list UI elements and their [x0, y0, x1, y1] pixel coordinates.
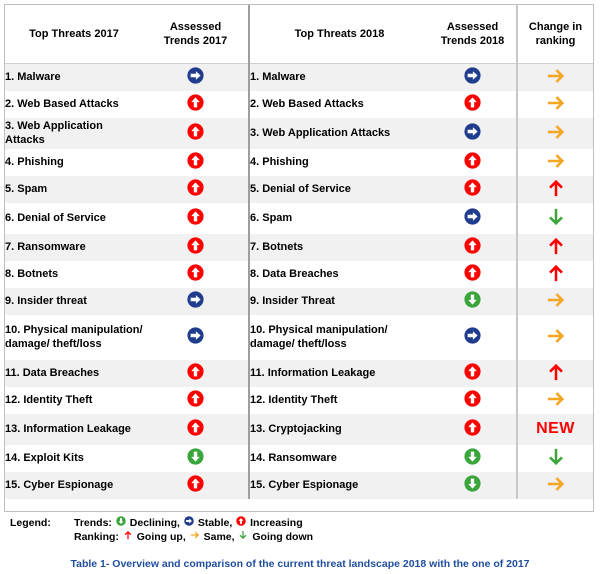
- trend-2018-cell: [429, 176, 517, 203]
- legend-stable: Stable,: [197, 517, 233, 529]
- stable-trend-icon: [464, 123, 481, 143]
- threat-2018: 14. Ransomware: [249, 445, 429, 472]
- trend-2017-cell: [143, 91, 249, 118]
- legend-going-down: Going down: [252, 531, 314, 543]
- threat-2017: 5. Spam: [5, 176, 143, 203]
- threat-2017: 11. Data Breaches: [5, 360, 143, 387]
- trend-2018-cell: [429, 261, 517, 288]
- threat-2017: 7. Ransomware: [5, 234, 143, 261]
- arrow-right-icon: [546, 290, 566, 313]
- increasing-trend-icon: [187, 390, 204, 410]
- threat-2018: 4. Phishing: [249, 149, 429, 176]
- threat-2017: 15. Cyber Espionage: [5, 472, 143, 499]
- threat-2018: 2. Web Based Attacks: [249, 91, 429, 118]
- change-in-ranking-cell: [517, 91, 593, 118]
- stable-trend-icon: [464, 327, 481, 347]
- arrow-right-icon: [190, 530, 200, 544]
- threat-2018: 13. Cryptojacking: [249, 414, 429, 445]
- trend-2017-cell: [143, 445, 249, 472]
- header-change-in-ranking: [517, 5, 593, 64]
- threat-2017: 14. Exploit Kits: [5, 452, 84, 464]
- increasing-trend-icon: [464, 264, 481, 284]
- increasing-trend-icon: [187, 152, 204, 172]
- threat-2017: 13. Information Leakage: [5, 414, 143, 445]
- threat-2017: 4. Phishing: [5, 156, 64, 168]
- threat-2017: 1. Malware: [5, 64, 143, 91]
- trend-2018-cell: [429, 315, 517, 360]
- arrow-up-icon: [123, 530, 133, 544]
- arrow-up-icon: [546, 236, 566, 259]
- table-row: [5, 176, 593, 203]
- declining-trend-icon: [464, 448, 481, 468]
- header-change-label: Change in ranking: [528, 21, 583, 47]
- new-badge: NEW: [536, 420, 575, 437]
- stable-trend-icon: [187, 67, 204, 87]
- change-in-ranking-cell: [517, 176, 593, 203]
- trend-2017-cell: [143, 176, 249, 203]
- table-row: [5, 118, 593, 149]
- legend-declining: Declining,: [129, 517, 180, 529]
- change-in-ranking-cell: [517, 149, 593, 176]
- table-row: [5, 360, 593, 387]
- trend-2017-cell: [143, 315, 249, 360]
- increasing-trend-icon: [187, 94, 204, 114]
- table-row: [5, 288, 593, 315]
- trend-2017-cell: [143, 288, 249, 315]
- change-in-ranking-cell: [517, 387, 593, 414]
- table-row: [5, 91, 593, 118]
- trend-2017-cell: [143, 360, 249, 387]
- change-in-ranking-cell: [517, 203, 593, 234]
- increasing-trend-icon: [464, 152, 481, 172]
- threat-2018: 10. Physical manipulation/ damage/ theft/loss: [249, 315, 429, 360]
- trend-2017-cell: [143, 64, 249, 91]
- table-row: [5, 414, 593, 445]
- increasing-trend-icon: [464, 94, 481, 114]
- trend-2018-cell: [429, 414, 517, 445]
- arrow-up-icon: [546, 178, 566, 201]
- change-in-ranking-cell: [517, 315, 593, 360]
- threat-2017: 3. Web Application Attacks: [5, 118, 143, 149]
- trend-2018-cell: [429, 149, 517, 176]
- trend-2017-cell: [143, 387, 249, 414]
- arrow-right-icon: [546, 122, 566, 145]
- arrow-down-icon: [238, 530, 248, 544]
- arrow-down-icon: [546, 207, 566, 230]
- arrow-right-icon: [546, 389, 566, 412]
- trend-2018-cell: [429, 203, 517, 234]
- table-caption: Table 1- Overview and comparison of the current threat landscape 2018 with the one of 2017: [70, 558, 530, 570]
- increasing-trend-icon: [187, 123, 204, 143]
- arrow-down-icon: [546, 447, 566, 470]
- increasing-trend-icon: [187, 179, 204, 199]
- increasing-trend-icon: [187, 419, 204, 439]
- declining-trend-icon: [464, 291, 481, 311]
- increasing-trend-icon: [464, 390, 481, 410]
- table-row: [5, 445, 593, 472]
- header-trends-2018: [429, 5, 517, 64]
- trend-2017-cell: [143, 261, 249, 288]
- change-in-ranking-cell: [517, 261, 593, 288]
- threat-2017: 9. Insider threat: [5, 288, 143, 315]
- increasing-trend-icon: [464, 419, 481, 439]
- change-in-ranking-cell: [517, 472, 593, 499]
- table-row: [5, 234, 593, 261]
- trend-2018-cell: [429, 91, 517, 118]
- threat-2018: 9. Insider Threat: [249, 288, 429, 315]
- table-row: [5, 472, 593, 499]
- stable-trend-icon: [187, 327, 204, 347]
- trend-2018-cell: [429, 288, 517, 315]
- trend-2017-cell: [143, 118, 249, 149]
- trend-2018-cell: [429, 445, 517, 472]
- threat-2018: 11. Information Leakage: [249, 360, 429, 387]
- header-trends-2018-label: Assessed Trends 2018: [440, 21, 505, 47]
- table-row: [5, 64, 593, 91]
- declining-trend-icon: [464, 475, 481, 495]
- legend-label: Legend:: [10, 517, 51, 529]
- change-in-ranking-cell: [517, 360, 593, 387]
- table-row: [5, 387, 593, 414]
- declining-icon: [116, 516, 126, 530]
- legend-ranking: [74, 530, 313, 544]
- arrow-right-icon: [546, 151, 566, 174]
- trend-2018-cell: [429, 234, 517, 261]
- increasing-trend-icon: [187, 475, 204, 495]
- legend-trends-label: Trends:: [74, 517, 112, 529]
- trend-2018-cell: [429, 472, 517, 499]
- arrow-right-icon: [546, 93, 566, 116]
- header-row: [5, 5, 593, 64]
- increasing-icon: [236, 516, 246, 530]
- threat-2018: 6. Spam: [249, 203, 429, 234]
- legend-going-up: Going up,: [136, 531, 186, 543]
- increasing-trend-icon: [187, 363, 204, 383]
- trend-2017-cell: [143, 203, 249, 234]
- table-row: [5, 315, 593, 360]
- threat-2018: 7. Botnets: [249, 234, 429, 261]
- stable-trend-icon: [187, 291, 204, 311]
- threat-2018: 3. Web Application Attacks: [249, 118, 429, 149]
- threat-2018: 1. Malware: [249, 64, 429, 91]
- change-in-ranking-cell: [517, 445, 593, 472]
- change-in-ranking-cell: [517, 118, 593, 149]
- trend-2018-cell: [429, 64, 517, 91]
- legend-same: Same,: [203, 531, 235, 543]
- arrow-up-icon: [546, 263, 566, 286]
- threat-2017: 10. Physical manipulation/ damage/ theft/loss: [5, 324, 143, 350]
- trend-2018-cell: [429, 387, 517, 414]
- increasing-trend-icon: [464, 237, 481, 257]
- table-row: [5, 149, 593, 176]
- threat-2018: 5. Denial of Service: [249, 176, 429, 203]
- arrow-right-icon: [546, 326, 566, 349]
- declining-trend-icon: [187, 448, 204, 468]
- threat-2017: 8. Botnets: [5, 268, 59, 280]
- legend-increasing: Increasing: [250, 517, 303, 529]
- increasing-trend-icon: [464, 179, 481, 199]
- threat-table: [5, 5, 593, 499]
- trend-2018-cell: [429, 118, 517, 149]
- trend-2017-cell: [143, 234, 249, 261]
- change-in-ranking-cell: [517, 414, 593, 445]
- increasing-trend-icon: [187, 264, 204, 284]
- arrow-right-icon: [546, 66, 566, 89]
- trend-2017-cell: [143, 414, 249, 445]
- trend-2018-cell: [429, 360, 517, 387]
- legend-ranking-label: Ranking:: [74, 531, 119, 543]
- threat-2018: 15. Cyber Espionage: [249, 472, 429, 499]
- increasing-trend-icon: [187, 237, 204, 257]
- header-trends-2017: [143, 5, 249, 64]
- threat-2018: 12. Identity Theft: [249, 387, 429, 414]
- stable-trend-icon: [464, 208, 481, 228]
- header-top-threats-2018: Top Threats 2018: [249, 5, 429, 64]
- increasing-trend-icon: [187, 208, 204, 228]
- stable-icon: [184, 516, 194, 530]
- legend-trends: [74, 516, 303, 530]
- stable-trend-icon: [464, 67, 481, 87]
- increasing-trend-icon: [464, 363, 481, 383]
- change-in-ranking-cell: [517, 288, 593, 315]
- change-in-ranking-cell: [517, 64, 593, 91]
- change-in-ranking-cell: [517, 234, 593, 261]
- arrow-right-icon: [546, 474, 566, 497]
- trend-2017-cell: [143, 149, 249, 176]
- threat-2017: 12. Identity Theft: [5, 394, 93, 406]
- table-row: [5, 261, 593, 288]
- threat-2018: 8. Data Breaches: [249, 261, 429, 288]
- table-row: [5, 203, 593, 234]
- header-top-threats-2017: Top Threats 2017: [5, 5, 143, 64]
- threat-2017: 2. Web Based Attacks: [5, 98, 119, 110]
- arrow-up-icon: [546, 362, 566, 385]
- threat-2017: 6. Denial of Service: [5, 212, 106, 224]
- header-trends-2017-label: Assessed Trends 2017: [163, 21, 228, 47]
- trend-2017-cell: [143, 472, 249, 499]
